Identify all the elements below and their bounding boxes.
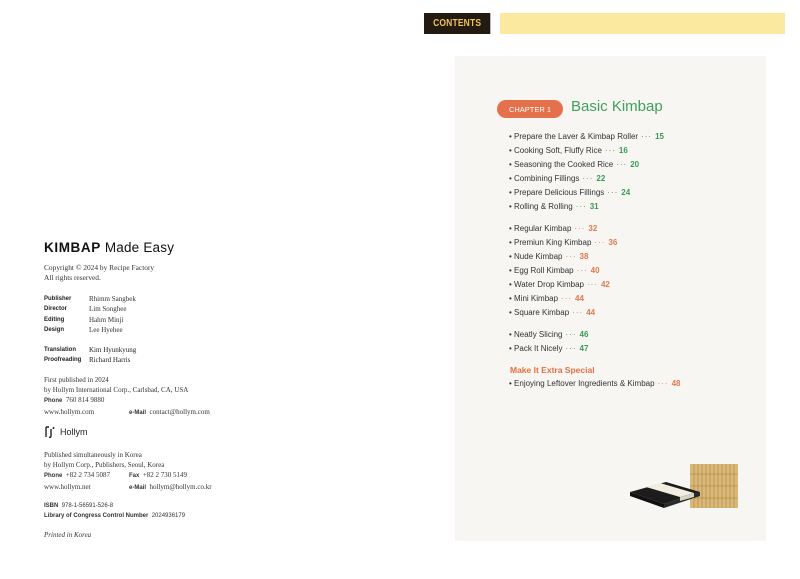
bullet-icon: • bbox=[509, 308, 515, 317]
credit-value: Rhimm Sangbek bbox=[89, 295, 136, 303]
leader-dots: ··· bbox=[616, 160, 628, 169]
fax-label: Fax bbox=[129, 473, 140, 480]
toc-entry[interactable] bbox=[509, 377, 680, 391]
credit-row bbox=[44, 304, 136, 314]
toc-entry[interactable] bbox=[509, 222, 617, 236]
toc-entry[interactable] bbox=[509, 172, 664, 186]
toc-page-number: 31 bbox=[589, 202, 599, 211]
toc-page-number: 46 bbox=[579, 330, 589, 339]
leader-dots: ··· bbox=[575, 202, 587, 211]
toc-entry-title: Regular Kimbap bbox=[514, 224, 572, 233]
extra-special-heading: Make It Extra Special bbox=[510, 365, 595, 375]
toc-page-number: 47 bbox=[579, 344, 589, 353]
toc-entry-title: Premiun King Kimbap bbox=[514, 238, 592, 247]
credit-row bbox=[44, 325, 136, 335]
leader-dots: ··· bbox=[576, 266, 588, 275]
bamboo-mat-icon bbox=[690, 464, 738, 508]
credit-row bbox=[44, 294, 136, 304]
toc-page-number: 15 bbox=[655, 132, 664, 141]
bullet-icon: • bbox=[509, 379, 515, 388]
credit-label: Translation bbox=[44, 347, 77, 353]
toc-entry-title: Square Kimbap bbox=[514, 308, 570, 317]
toc-entry-title: Neatly Slicing bbox=[514, 330, 563, 339]
toc-page-number: 42 bbox=[600, 280, 610, 289]
book-title-bold: KIMBAP bbox=[44, 240, 101, 255]
leader-dots: ··· bbox=[572, 308, 584, 317]
leader-dots: ··· bbox=[565, 330, 577, 339]
leader-dots: ··· bbox=[586, 280, 598, 289]
toc-entry-title: Water Drop Kimbap bbox=[514, 280, 584, 289]
credit-row bbox=[44, 345, 136, 355]
bullet-icon: • bbox=[509, 174, 515, 183]
kimbap-illustration bbox=[628, 462, 740, 510]
toc-entry-title: Enjoying Leftover Ingredients & Kimbap bbox=[514, 379, 655, 388]
toc-entry-title: Seasoning the Cooked Rice bbox=[514, 160, 614, 169]
toc-entry-title: Prepare the Laver & Kimbap Roller bbox=[514, 132, 639, 141]
credit-label: Proofreading bbox=[44, 357, 82, 364]
credit-value: Lee Hyehee bbox=[89, 325, 123, 334]
website: www.hollym.com bbox=[44, 407, 95, 416]
isbn-line bbox=[44, 501, 185, 511]
leader-dots: ··· bbox=[657, 379, 669, 388]
credit-value: Lim Songhee bbox=[89, 305, 127, 314]
email-value: contact@hollym.com bbox=[149, 407, 210, 416]
toc-group-1 bbox=[509, 130, 664, 214]
korea-published-by: by Hollym Corp., Publishers, Seoul, Korea bbox=[44, 461, 165, 470]
loc-label: Library of Congress Control Number bbox=[44, 513, 149, 519]
credit-value: Richard Harris bbox=[89, 356, 131, 365]
printed-in: Printed in Korea bbox=[44, 531, 92, 539]
toc-entry[interactable] bbox=[509, 130, 664, 144]
bullet-icon: • bbox=[509, 280, 515, 289]
isbn-block bbox=[44, 501, 185, 521]
toc-page-number: 44 bbox=[575, 294, 584, 303]
leader-dots: ··· bbox=[561, 294, 573, 303]
korea-published: Published simultaneously in Korea bbox=[44, 451, 142, 459]
bullet-icon: • bbox=[509, 202, 515, 211]
korea-contact-line bbox=[44, 482, 212, 493]
loc-line bbox=[44, 511, 185, 521]
publication-info bbox=[44, 375, 210, 418]
published-first: First published in 2024 bbox=[44, 376, 109, 384]
phone-value: 760 814 9880 bbox=[65, 396, 105, 405]
leader-dots: ··· bbox=[582, 174, 594, 183]
toc-entry[interactable] bbox=[509, 200, 664, 214]
toc-entry-title: Mini Kimbap bbox=[514, 294, 559, 303]
phone-value: +82 2 734 5087 bbox=[65, 471, 111, 480]
toc-page-number: 16 bbox=[618, 146, 628, 155]
toc-entry[interactable] bbox=[509, 264, 617, 278]
bullet-icon: • bbox=[509, 294, 515, 303]
copyright-line: Copyright © 2024 by Recipe Factory bbox=[44, 263, 155, 272]
published-by: by Hollym International Corp., Carlsbad, CA, USA bbox=[44, 386, 189, 395]
leader-dots: ··· bbox=[641, 132, 653, 141]
bullet-icon: • bbox=[509, 238, 515, 247]
toc-group-2 bbox=[509, 222, 617, 320]
phone-line bbox=[44, 395, 210, 406]
logo-text: Hollym bbox=[60, 427, 88, 437]
credit-label: Director bbox=[44, 306, 68, 313]
toc-entry[interactable] bbox=[509, 186, 664, 200]
toc-page-number: 20 bbox=[630, 160, 640, 169]
bullet-icon: • bbox=[509, 188, 515, 197]
phone-label: Phone bbox=[44, 398, 63, 405]
toc-entry[interactable] bbox=[509, 158, 664, 172]
bullet-icon: • bbox=[509, 252, 515, 261]
leader-dots: ··· bbox=[565, 344, 577, 353]
korea-phone-line bbox=[44, 470, 212, 481]
bullet-icon: • bbox=[509, 160, 515, 169]
loc-value: 2024936179 bbox=[151, 513, 186, 519]
korea-publication-info bbox=[44, 450, 212, 493]
bullet-icon: • bbox=[509, 224, 515, 233]
chapter-badge: CHAPTER 1 bbox=[497, 100, 563, 118]
contact-line bbox=[44, 407, 210, 418]
toc-entry-title: Pack It Nicely bbox=[514, 344, 563, 353]
copyright-block bbox=[44, 263, 154, 283]
hollym-logo-icon bbox=[44, 426, 56, 438]
leader-dots: ··· bbox=[594, 238, 606, 247]
bullet-icon: • bbox=[509, 146, 515, 155]
translation-credits bbox=[44, 345, 136, 366]
toc-entry[interactable] bbox=[509, 328, 588, 342]
email-value: hollym@hollym.co.kr bbox=[149, 482, 212, 491]
credit-row bbox=[44, 355, 136, 365]
toc-entry-title: Nude Kimbap bbox=[514, 252, 563, 261]
toc-group-3 bbox=[509, 328, 588, 356]
credits-list bbox=[44, 294, 136, 335]
credit-label: Design bbox=[44, 326, 65, 333]
bullet-icon: • bbox=[509, 330, 515, 339]
toc-page-number: 48 bbox=[671, 379, 681, 388]
toc-page-number: 44 bbox=[586, 308, 596, 317]
toc-entry[interactable] bbox=[509, 236, 617, 250]
book-title bbox=[44, 240, 174, 255]
isbn-label: ISBN bbox=[44, 503, 59, 509]
bullet-icon: • bbox=[509, 344, 515, 353]
fax-value: +82 2 730 5149 bbox=[142, 471, 188, 480]
publisher-logo bbox=[44, 426, 88, 438]
toc-page-number: 40 bbox=[590, 266, 600, 275]
toc-page-number: 22 bbox=[596, 174, 606, 183]
bullet-icon: • bbox=[509, 266, 515, 275]
credit-value: Hahm Minji bbox=[89, 315, 124, 324]
phone-label: Phone bbox=[44, 473, 63, 480]
toc-page-number: 36 bbox=[608, 238, 618, 247]
toc-entry[interactable] bbox=[509, 144, 664, 158]
leader-dots: ··· bbox=[574, 224, 586, 233]
toc-entry[interactable] bbox=[509, 342, 588, 356]
toc-page-number: 38 bbox=[579, 252, 589, 261]
toc-entry-title: Cooking Soft, Fluffy Rice bbox=[514, 146, 602, 155]
isbn-value: 978-1-56591-526-8 bbox=[61, 503, 114, 509]
bullet-icon: • bbox=[509, 132, 515, 141]
toc-entry[interactable] bbox=[509, 250, 617, 264]
website: www.hollym.net bbox=[44, 482, 91, 491]
credit-label: Editing bbox=[44, 316, 65, 323]
email-label: e-Mail bbox=[129, 484, 147, 491]
laver-sheets-icon bbox=[630, 482, 700, 508]
toc-group-4 bbox=[509, 377, 680, 391]
leader-dots: ··· bbox=[565, 252, 577, 261]
contents-banner-strip bbox=[500, 13, 785, 34]
toc-entry[interactable] bbox=[509, 306, 617, 320]
leader-dots: ··· bbox=[604, 146, 616, 155]
toc-page-number: 24 bbox=[621, 188, 631, 197]
leader-dots: ··· bbox=[607, 188, 619, 197]
credit-label: Publisher bbox=[44, 296, 72, 302]
toc-page-number: 32 bbox=[588, 224, 598, 233]
email-label: e-Mail bbox=[129, 409, 147, 416]
rights-line: All rights reserved. bbox=[44, 273, 101, 282]
contents-banner: CONTENTS bbox=[424, 13, 490, 34]
toc-entry[interactable] bbox=[509, 292, 617, 306]
toc-entry-title: Egg Roll Kimbap bbox=[514, 266, 574, 275]
toc-entry-title: Combining Fillings bbox=[514, 174, 580, 183]
chapter-title: Basic Kimbap bbox=[571, 98, 663, 115]
toc-entry-title: Prepare Delicious Fillings bbox=[514, 188, 605, 197]
toc-entry[interactable] bbox=[509, 278, 617, 292]
credit-value: Kim Hyunkyung bbox=[89, 346, 137, 354]
toc-entry-title: Rolling & Rolling bbox=[514, 202, 573, 211]
credit-row bbox=[44, 315, 136, 325]
book-title-rest: Made Easy bbox=[104, 240, 175, 255]
